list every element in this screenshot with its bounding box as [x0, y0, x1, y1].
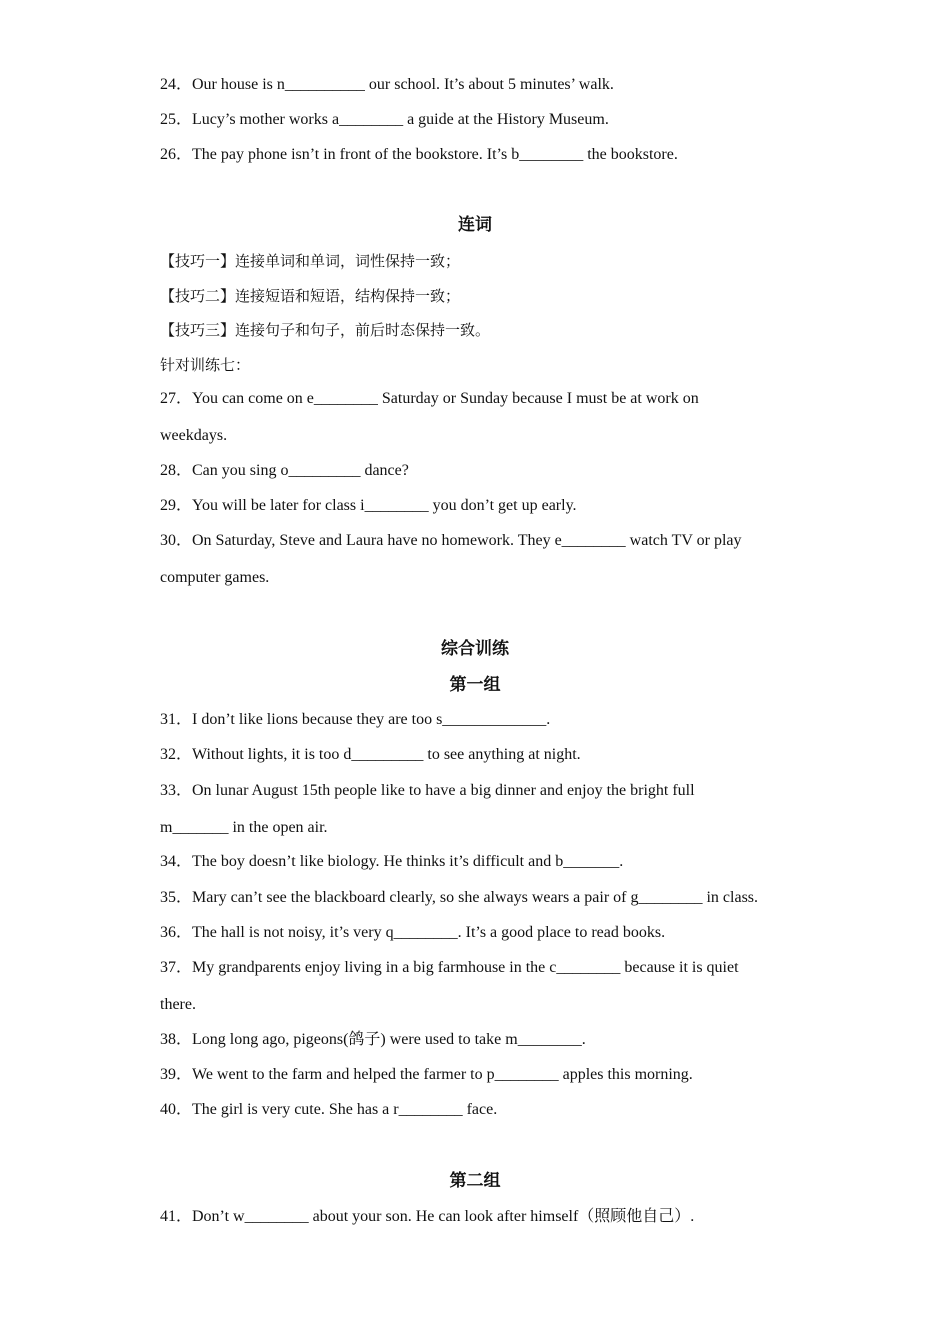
question-30: 30．On Saturday, Steve and Laura have no homework. They e________ watch TV or play	[160, 532, 742, 549]
section-heading-comprehensive: 综合训练	[441, 639, 509, 659]
question-27-continued: weekdays.	[160, 427, 228, 444]
question-24: 24．Our house is n__________ our school. It’s about 5 minutes’ walk.	[160, 76, 614, 93]
question-31: 31．I don’t like lions because they are too s_____________.	[160, 711, 551, 728]
section-heading-conjunctions: 连词	[458, 215, 492, 235]
question-36: 36．The hall is not noisy, it’s very q________. It’s a good place to read books.	[160, 924, 666, 941]
question-38: 38．Long long ago, pigeons(鸽子) were used to take m________.	[160, 1031, 586, 1048]
question-28: 28．Can you sing o_________ dance?	[160, 462, 409, 479]
group-heading-1: 第一组	[449, 675, 501, 695]
question-41: 41．Don’t w________ about your son. He can look after himself（照顾他自己）.	[160, 1208, 695, 1225]
question-33-continued: m_______ in the open air.	[160, 819, 328, 836]
tip-2: 【技巧二】连接短语和短语，结构保持一致；	[160, 287, 461, 305]
tip-1: 【技巧一】连接单词和单词，词性保持一致；	[160, 252, 461, 270]
question-37-continued: there.	[160, 996, 196, 1013]
question-27: 27．You can come on e________ Saturday or Sunday because I must be at work on	[160, 390, 699, 407]
question-26: 26．The pay phone isn’t in front of the bookstore. It’s b________ the bookstore.	[160, 146, 678, 163]
question-25: 25．Lucy’s mother works a________ a guide at the History Museum.	[160, 111, 609, 128]
drill-label: 针对训练七：	[160, 356, 251, 374]
question-37: 37．My grandparents enjoy living in a big farmhouse in the c________ because it is quiet	[160, 959, 739, 976]
question-35: 35．Mary can’t see the blackboard clearly, so she always wears a pair of g________ in class.	[160, 889, 759, 906]
tip-3: 【技巧三】连接句子和句子，前后时态保持一致。	[160, 321, 491, 339]
question-32: 32．Without lights, it is too d_________ to see anything at night.	[160, 746, 581, 763]
question-34: 34．The boy doesn’t like biology. He thinks it’s difficult and b_______.	[160, 853, 624, 870]
question-33: 33．On lunar August 15th people like to have a big dinner and enjoy the bright full	[160, 782, 695, 799]
question-30-continued: computer games.	[160, 569, 270, 586]
question-39: 39．We went to the farm and helped the farmer to p________ apples this morning.	[160, 1066, 693, 1083]
question-29: 29．You will be later for class i________ you don’t get up early.	[160, 497, 577, 514]
group-heading-2: 第二组	[449, 1171, 501, 1191]
question-40: 40．The girl is very cute. She has a r________ face.	[160, 1101, 498, 1118]
